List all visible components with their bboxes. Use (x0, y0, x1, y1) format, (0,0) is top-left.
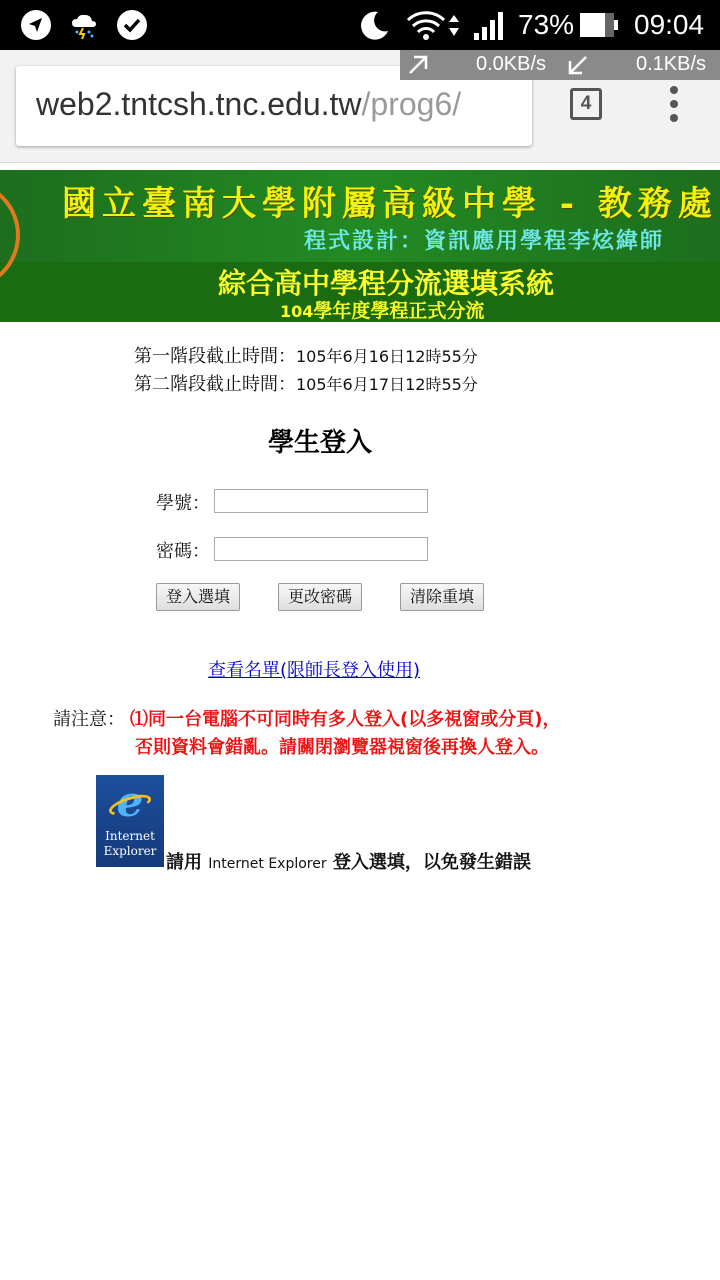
tab-switcher-button[interactable]: 4 (570, 88, 602, 120)
deadline-value: 105年6月17日12時55分 (296, 375, 478, 394)
clear-button[interactable]: 清除重填 (400, 583, 484, 611)
wifi-activity-icon (446, 9, 462, 41)
ie-logo-line2: Explorer (103, 844, 157, 858)
student-id-input[interactable] (214, 489, 428, 513)
download-speed: 0.1KB/s (636, 53, 707, 75)
year-text: 學年度學程正式分流 (313, 300, 485, 322)
deadline-stage-2 (134, 370, 478, 396)
upload-speed: 0.0KB/s (476, 53, 547, 75)
battery-percent: 73% (518, 9, 575, 40)
password-input[interactable] (214, 537, 428, 561)
ie-note-browser: Internet Explorer (208, 856, 327, 872)
notice-line-2: 否則資料會錯亂。請關閉瀏覽器視窗後再換人登入。 (135, 737, 549, 758)
signal-icon (470, 9, 510, 41)
moon-icon (358, 9, 390, 41)
deadline-label: 第二階段截止時間： (134, 374, 296, 395)
year-subtitle (280, 296, 484, 322)
wifi-icon (406, 9, 446, 41)
view-list-link[interactable]: 查看名單(限師長登入使用) (208, 660, 421, 681)
deadline-label: 第一階段截止時間： (134, 346, 296, 367)
notice-line-1: ⑴同一台電腦不可同時有多人登入(以多視窗或分頁)， (130, 709, 561, 730)
url-host: web2.tntcsh.tnc.edu.tw (36, 86, 362, 122)
browser-toolbar (0, 50, 720, 163)
menu-dot-icon (670, 114, 678, 122)
ie-note-suffix: 登入選填，以免發生錯誤 (326, 852, 531, 873)
login-button[interactable]: 登入選填 (156, 583, 240, 611)
url-text[interactable] (36, 86, 461, 123)
network-speed-overlay (400, 50, 720, 80)
ie-logo-line1: Internet (105, 829, 155, 843)
ie-logo-label (96, 829, 164, 859)
password-label: 密碼： (156, 541, 210, 562)
change-password-button[interactable]: 更改密碼 (278, 583, 362, 611)
ie-letter-icon: e (116, 777, 144, 826)
menu-dot-icon (670, 100, 678, 108)
deadline-stage-1 (134, 342, 478, 368)
notice-label: 請注意： (53, 709, 125, 730)
internet-explorer-logo-icon (96, 775, 164, 867)
school-name: 國立臺南大學附屬高級中學 - 教務處 (62, 184, 718, 224)
login-title: 學生登入 (267, 428, 372, 458)
header-banner (0, 170, 720, 322)
arrow-down-left-icon (566, 53, 590, 77)
student-id-label: 學號： (156, 493, 210, 514)
weather-storm-icon (68, 9, 100, 41)
status-bar (0, 0, 720, 50)
ie-note-prefix: 請用 (166, 852, 209, 873)
program-credit: 程式設計：資訊應用學程李炫緯師 (304, 228, 665, 254)
navigation-icon (20, 9, 52, 41)
url-path: /prog6/ (361, 86, 462, 122)
arrow-up-right-icon (406, 53, 430, 77)
clock: 09:04 (634, 9, 705, 40)
check-circle-icon (116, 9, 148, 41)
ie-recommendation (166, 848, 531, 874)
system-title: 綜合高中學程分流選填系統 (218, 267, 555, 300)
battery-icon (578, 9, 620, 41)
deadline-value: 105年6月16日12時55分 (296, 347, 478, 366)
overflow-menu-button[interactable] (664, 86, 684, 126)
menu-dot-icon (670, 86, 678, 94)
year-number: 104 (280, 302, 314, 321)
